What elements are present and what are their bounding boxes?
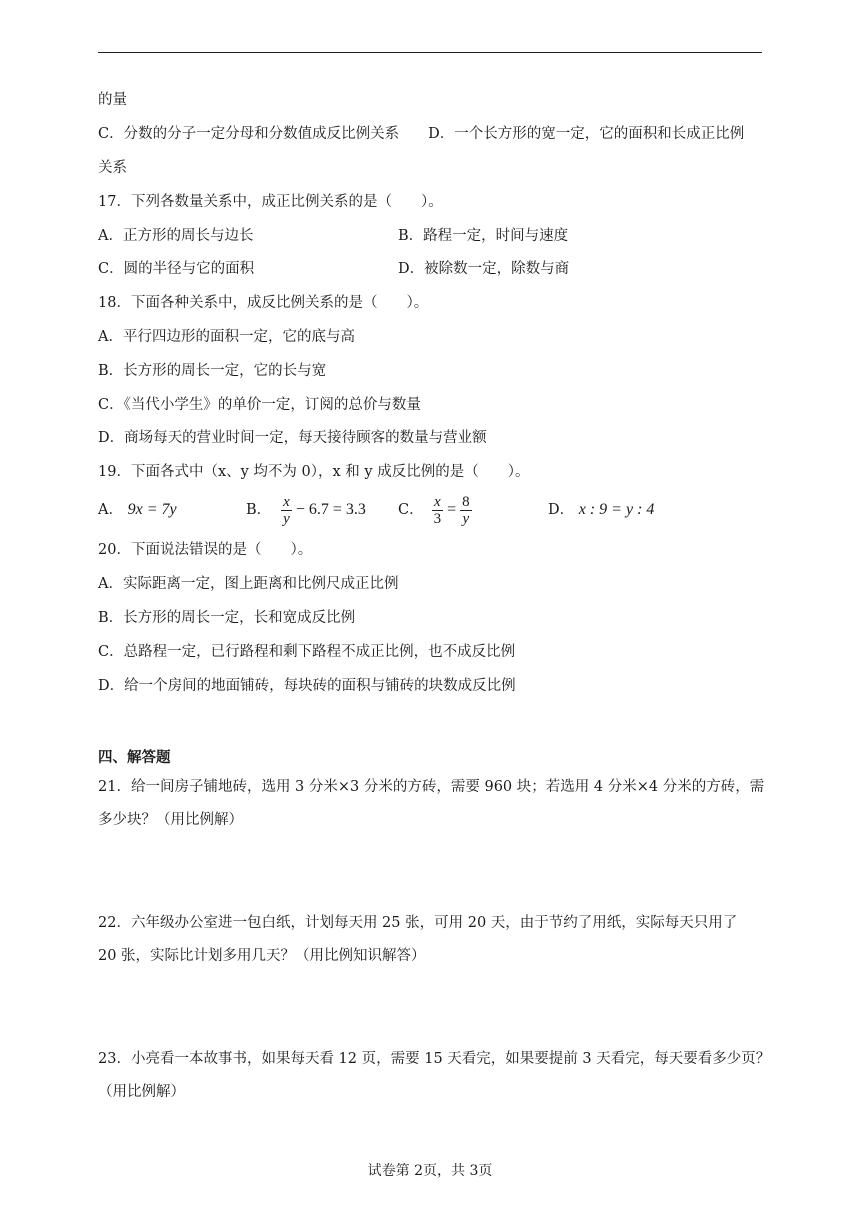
q21-line-2: 多少块？（用比例解）: [98, 812, 243, 828]
section-title: 四、解答题: [98, 749, 171, 766]
q19-option-c-fraction-right: [460, 494, 472, 527]
q19-option-b-rest: − 6.7 = 3.3: [295, 501, 366, 518]
q19-option-b-denominator: y: [283, 510, 290, 527]
q20-option-c: C．总路程一定，已行路程和剩下路程不成正比例，也不成反比例: [98, 644, 516, 660]
q19-option-b-fraction: [281, 494, 292, 527]
q20-stem: 20．下面说法错误的是（ ）。: [98, 542, 313, 558]
q19-option-a-label: A．: [98, 502, 123, 518]
q19-option-c-numerator-left: x: [434, 493, 441, 510]
q17-option-c: C．圆的半径与它的面积: [98, 261, 255, 277]
q16-line-1: 的量: [98, 92, 127, 108]
q19-option-d-expr: x : 9 = y : 4: [578, 501, 655, 518]
q19-option-c-numerator-right: 8: [462, 493, 470, 510]
q19-option-c-label: C．: [398, 502, 424, 518]
q18-option-b: B．长方形的周长一定，它的长与宽: [98, 363, 327, 379]
q19-option-b: [246, 488, 366, 532]
page-footer: 试卷第 2页，共 3页: [367, 1163, 493, 1179]
q22-line-1: 22．六年级办公室进一包白纸，计划每天用 25 张，可用 20 天，由于节约了用纸，实际每天只用了: [98, 915, 738, 931]
q17-option-b: B．路程一定，时间与速度: [398, 228, 569, 244]
q18-option-a: A．平行四边形的面积一定，它的底与高: [98, 329, 355, 345]
q19-option-a-expr: 9x = 7y: [127, 501, 177, 518]
q19-option-c-denominator-left: 3: [433, 510, 442, 527]
q20-option-a: A．实际距离一定，图上距离和比例尺成正比例: [98, 576, 399, 592]
q23-line-2: （用比例解）: [98, 1084, 185, 1100]
q22-line-2: 20 张，实际比计划多用几天？（用比例知识解答）: [98, 948, 426, 964]
q19-option-d-label: D．: [548, 502, 575, 518]
q19-option-c-denominator-right: y: [462, 510, 470, 527]
q19-stem: 19．下面各式中（x、y 均不为 0），x 和 y 成反比例的是（ ）。: [98, 464, 530, 480]
q19-option-c: [398, 488, 472, 532]
q17-stem: 17．下列各数量关系中，成正比例关系的是（ ）。: [98, 194, 443, 210]
q19-option-d: [548, 500, 654, 520]
header-rule: [98, 52, 762, 53]
q17-option-a: A．正方形的周长与边长: [98, 228, 254, 244]
q18-option-c: C．《当代小学生》的单价一定，订阅的总价与数量: [98, 397, 421, 413]
q19-option-c-fraction-left: [432, 494, 444, 527]
q19-option-a: [98, 500, 177, 520]
q20-option-b: B．长方形的周长一定，长和宽成反比例: [98, 610, 356, 626]
q19-option-b-label: B．: [246, 502, 272, 518]
q18-stem: 18．下面各种关系中，成反比例关系的是（ ）。: [98, 295, 429, 311]
q20-option-d: D．给一个房间的地面铺砖，每块砖的面积与铺砖的块数成反比例: [98, 678, 516, 694]
q19-option-c-equals: =: [447, 501, 457, 518]
q18-option-d: D．商场每天的营业时间一定，每天接待顾客的数量与营业额: [98, 430, 487, 446]
q16-line-3: 关系: [98, 160, 127, 176]
q21-line-1: 21．给一间房子铺地砖，选用 3 分米×3 分米的方砖，需要 960 块；若选用 4 分米×4 分米的方砖，需: [98, 779, 765, 795]
q17-option-d: D．被除数一定，除数与商: [398, 261, 570, 277]
q23-line-1: 23．小亮看一本故事书，如果每天看 12 页，需要 15 天看完，如果要提前 3 天看完，每天要看多少页？: [98, 1051, 771, 1067]
q19-option-b-numerator: x: [283, 493, 290, 510]
q16-line-2: C．分数的分子一定分母和分数值成反比例关系 D．一个长方形的宽一定，它的面积和长成正比例: [98, 126, 745, 142]
